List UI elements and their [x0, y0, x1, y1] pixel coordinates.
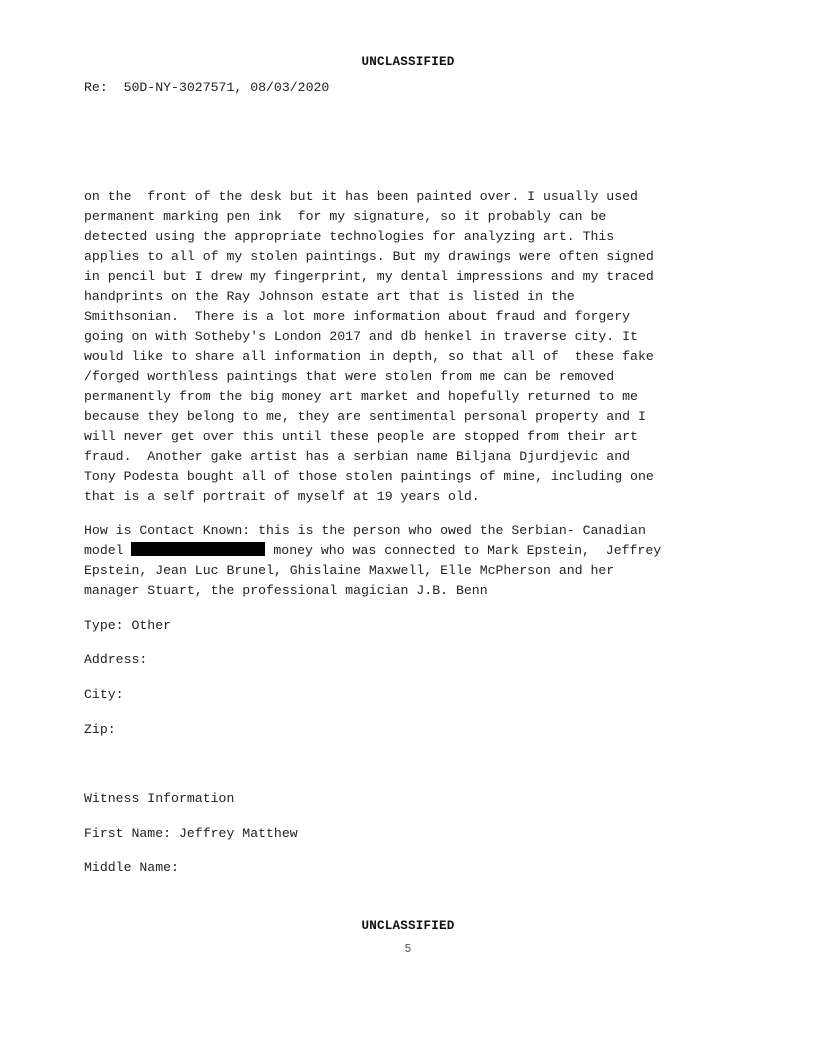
contact-line: How is Contact Known: this is the person who owed the Serbian- Canadian	[84, 523, 646, 538]
first-name-field: First Name: Jeffrey Matthew	[84, 826, 298, 841]
contact-line: manager Stuart, the professional magician J.B. Benn	[84, 583, 488, 598]
city-field: City:	[84, 687, 124, 702]
contact-text: money who was connected to Mark Epstein, Jeffrey	[265, 543, 662, 558]
body-line: applies to all of my stolen paintings. But my drawings were often signed	[84, 249, 654, 264]
reference-line: Re: 50D-NY-3027571, 08/03/2020	[84, 80, 330, 95]
body-line: going on with Sotheby's London 2017 and db henkel in traverse city. It	[84, 329, 638, 344]
body-line: /forged worthless paintings that were stolen from me can be removed	[84, 369, 615, 384]
body-line: that is a self portrait of myself at 19 years old.	[84, 489, 480, 504]
footer-classification: UNCLASSIFIED	[361, 919, 455, 933]
contact-line: Epstein, Jean Luc Brunel, Ghislaine Maxwell, Elle McPherson and her	[84, 563, 615, 578]
type-field: Type: Other	[84, 618, 172, 633]
contact-line-with-redaction	[84, 541, 661, 561]
body-line: will never get over this until these people are stopped from their art	[84, 429, 638, 444]
body-line: on the front of the desk but it has been painted over. I usually used	[84, 189, 638, 204]
redaction-block	[131, 542, 265, 556]
contact-text: model	[84, 543, 132, 558]
body-line: in pencil but I drew my fingerprint, my dental impressions and my traced	[84, 269, 654, 284]
body-line: because they belong to me, they are sentimental personal property and I	[84, 409, 646, 424]
body-line: detected using the appropriate technologies for analyzing art. This	[84, 229, 615, 244]
body-line: Tony Podesta bought all of those stolen paintings of mine, including one	[84, 469, 654, 484]
header-classification: UNCLASSIFIED	[361, 55, 455, 69]
address-field: Address:	[84, 652, 148, 667]
body-line: fraud. Another gake artist has a serbian name Biljana Djurdjevic and	[84, 449, 631, 464]
body-line: would like to share all information in depth, so that all of these fake	[84, 349, 654, 364]
middle-name-field: Middle Name:	[84, 860, 179, 875]
body-line: permanent marking pen ink for my signature, so it probably can be	[84, 209, 607, 224]
body-line: Smithsonian. There is a lot more information about fraud and forgery	[84, 309, 631, 324]
witness-heading: Witness Information	[84, 791, 235, 806]
body-line: permanently from the big money art market and hopefully returned to me	[84, 389, 638, 404]
zip-field: Zip:	[84, 722, 116, 737]
page-number: 5	[404, 943, 412, 956]
body-line: handprints on the Ray Johnson estate art that is listed in the	[84, 289, 575, 304]
